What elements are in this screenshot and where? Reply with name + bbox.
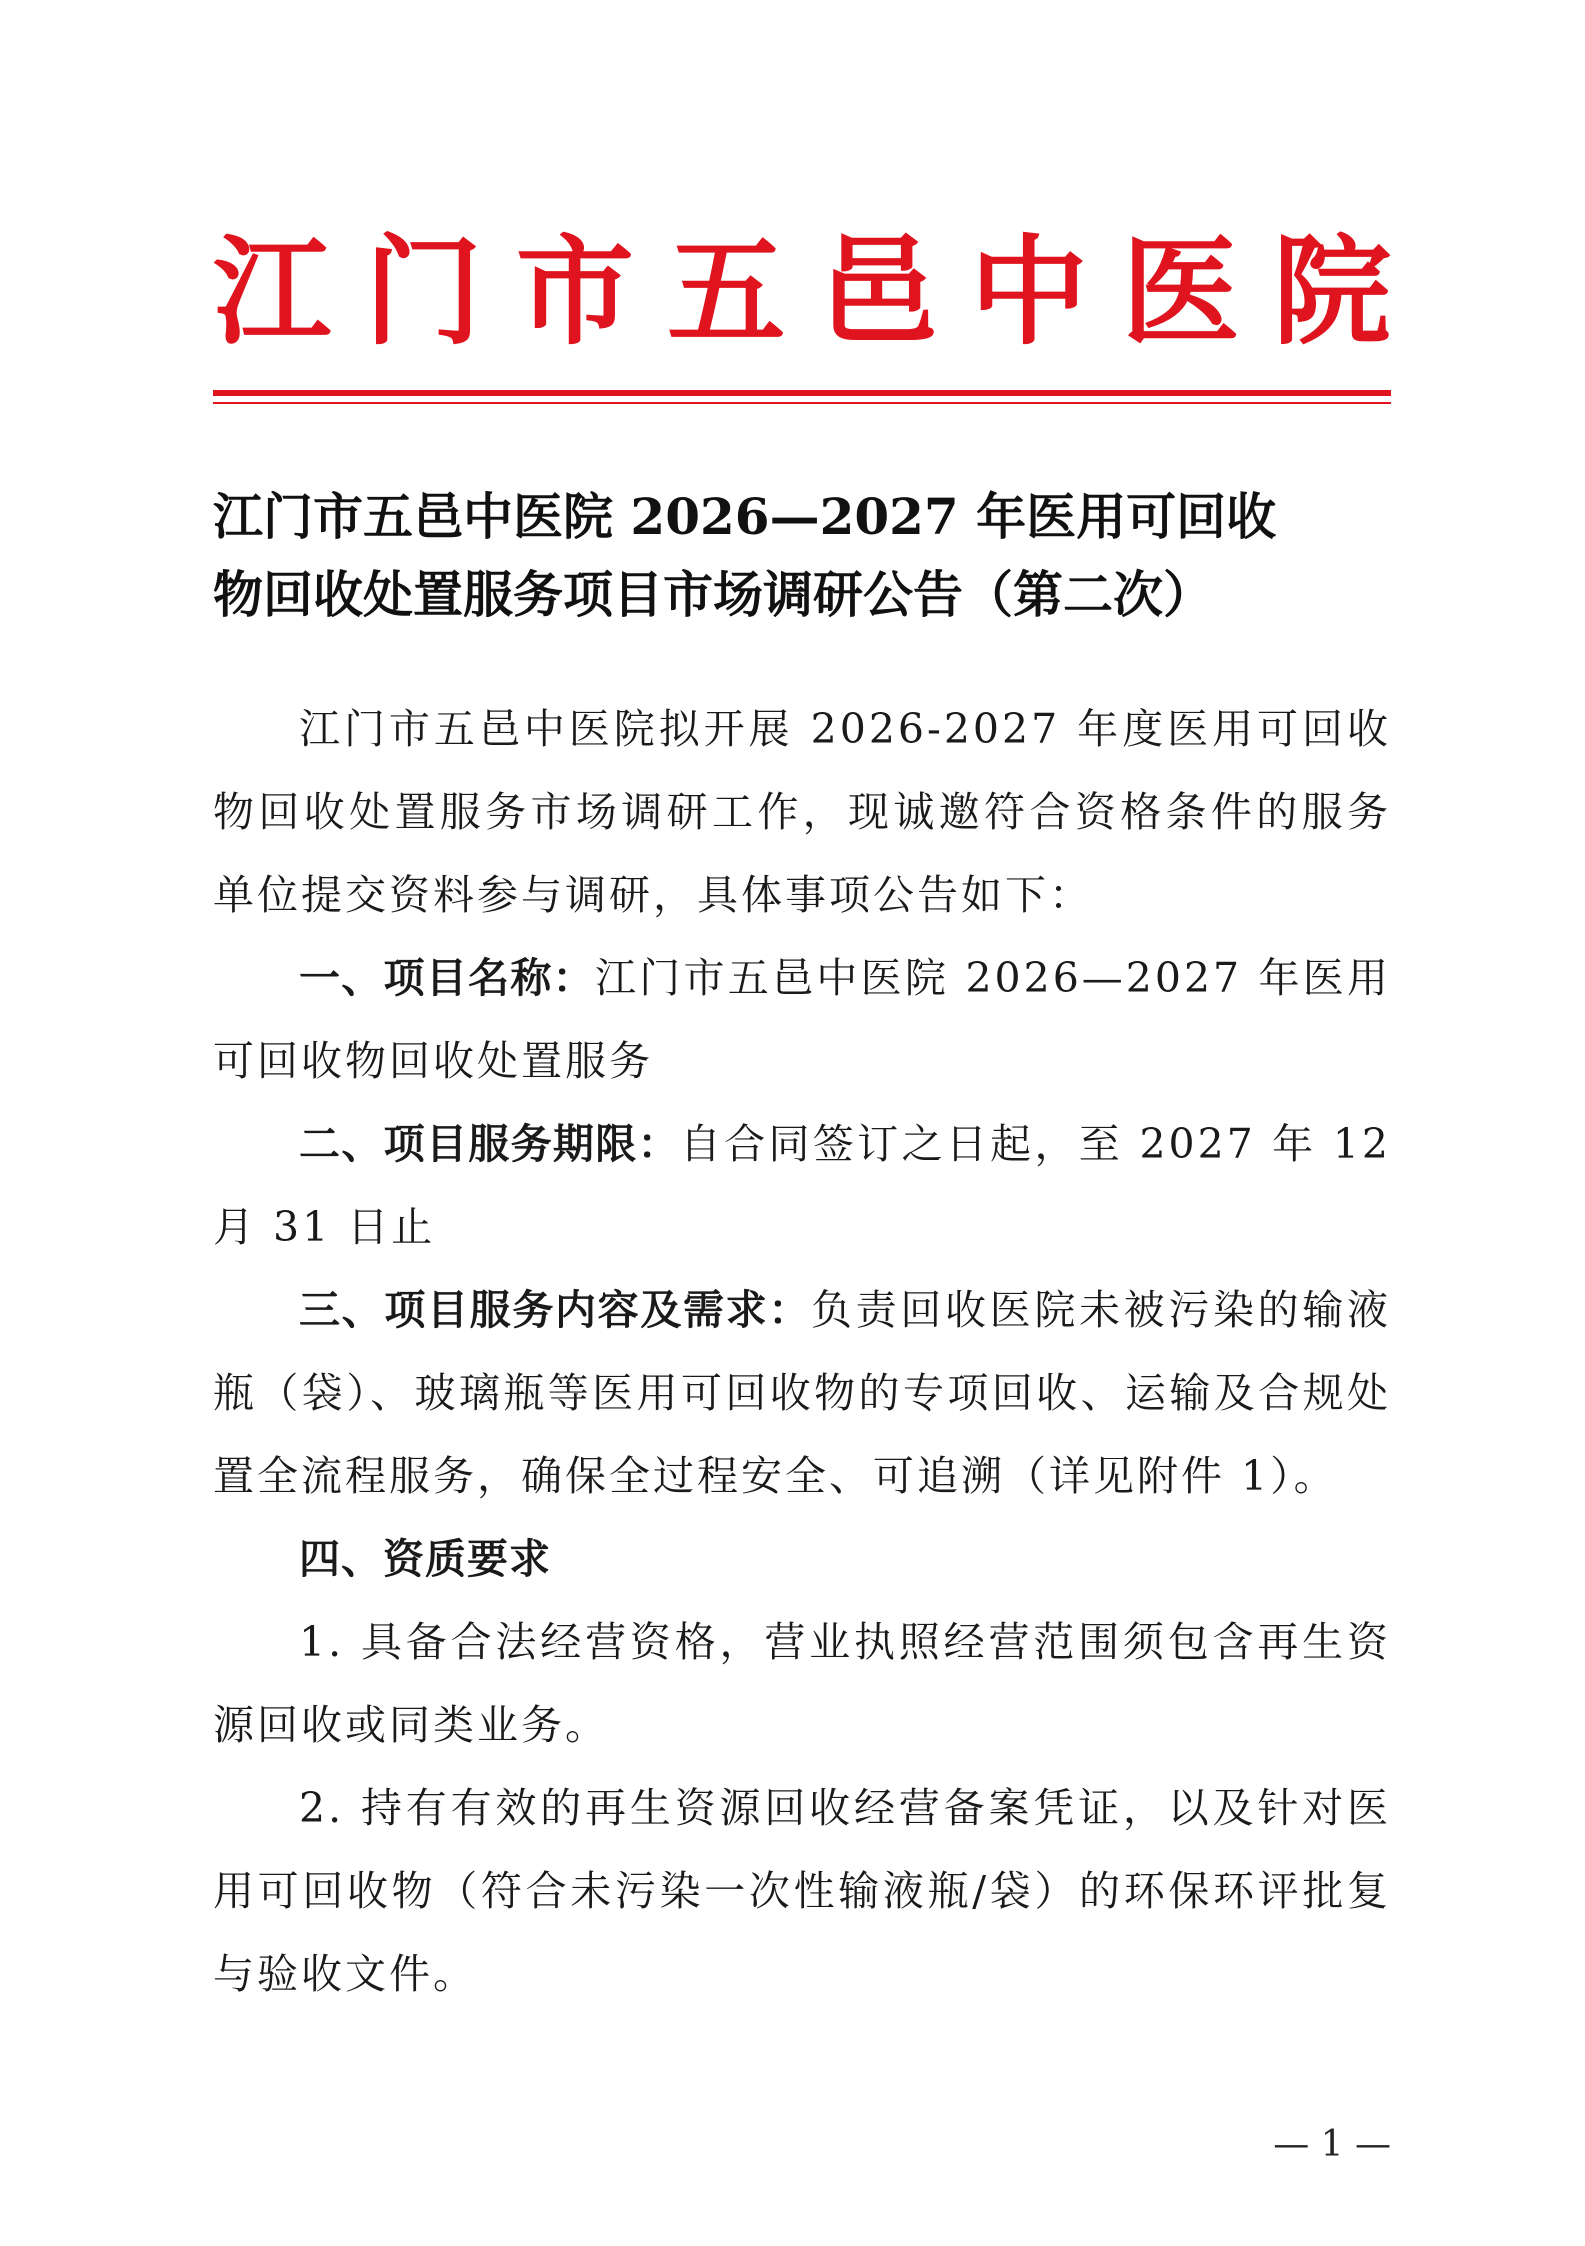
letterhead-char: 五 [667,222,786,361]
letterhead-char: 市 [515,222,634,361]
page-number: — 1 — [1273,2124,1391,2165]
document-title [213,478,1391,634]
letterhead-char: 门 [364,222,483,361]
intro-paragraph: 江门市五邑中医院拟开展 2026-2027 年度医用可回收物回收处置服务市场调研工作，现诚邀符合资格条件的服务单位提交资料参与调研，具体事项公告如下： [213,705,1391,919]
document-body [213,688,1391,2016]
letterhead-char: 邑 [818,222,937,361]
section-heading: 三、项目服务内容及需求： [299,1286,811,1334]
section-heading: 四、资质要求 [299,1535,551,1583]
section-qualification [213,1518,1391,1601]
letterhead-char: 江 [213,222,332,361]
document-title-line-1: 江门市五邑中医院 2026—2027 年医用可回收 [213,487,1277,546]
letterhead-rule-thin [213,402,1391,404]
section-text: 负责回收医院未被污染的输液瓶（袋）、玻璃瓶等医用可回收物的专项回收、运输及合规处置全流程服务，确保全过程安全、可追溯（详见附件 1）。 [213,1286,1391,1500]
section-text: 自合同签订之日起，至 2027 年 12 月 31 日止 [213,1120,1391,1251]
section-project-name [213,937,1391,1103]
section-heading: 二、项目服务期限： [299,1120,680,1168]
section-service-period [213,1103,1391,1269]
section-text: 江门市五邑中医院 2026—2027 年医用可回收物回收处置服务 [213,954,1392,1085]
section-service-content [213,1269,1391,1518]
qualification-item-2: 2. 持有有效的再生资源回收经营备案凭证，以及针对医用可回收物（符合未污染一次性输液瓶/袋）的环保环评批复与验收文件。 [213,1784,1391,1998]
letterhead-char: 中 [970,222,1089,361]
section-heading: 一、项目名称： [299,954,595,1002]
letterhead-rule-thick [213,390,1391,396]
letterhead [213,222,1391,362]
letterhead-char: 医 [1121,222,1240,361]
letterhead-char: 院 [1272,222,1391,361]
qualification-item-1: 1. 具备合法经营资格，营业执照经营范围须包含再生资源回收或同类业务。 [213,1618,1391,1749]
document-title-line-2: 物回收处置服务项目市场调研公告（第二次） [213,565,1213,624]
